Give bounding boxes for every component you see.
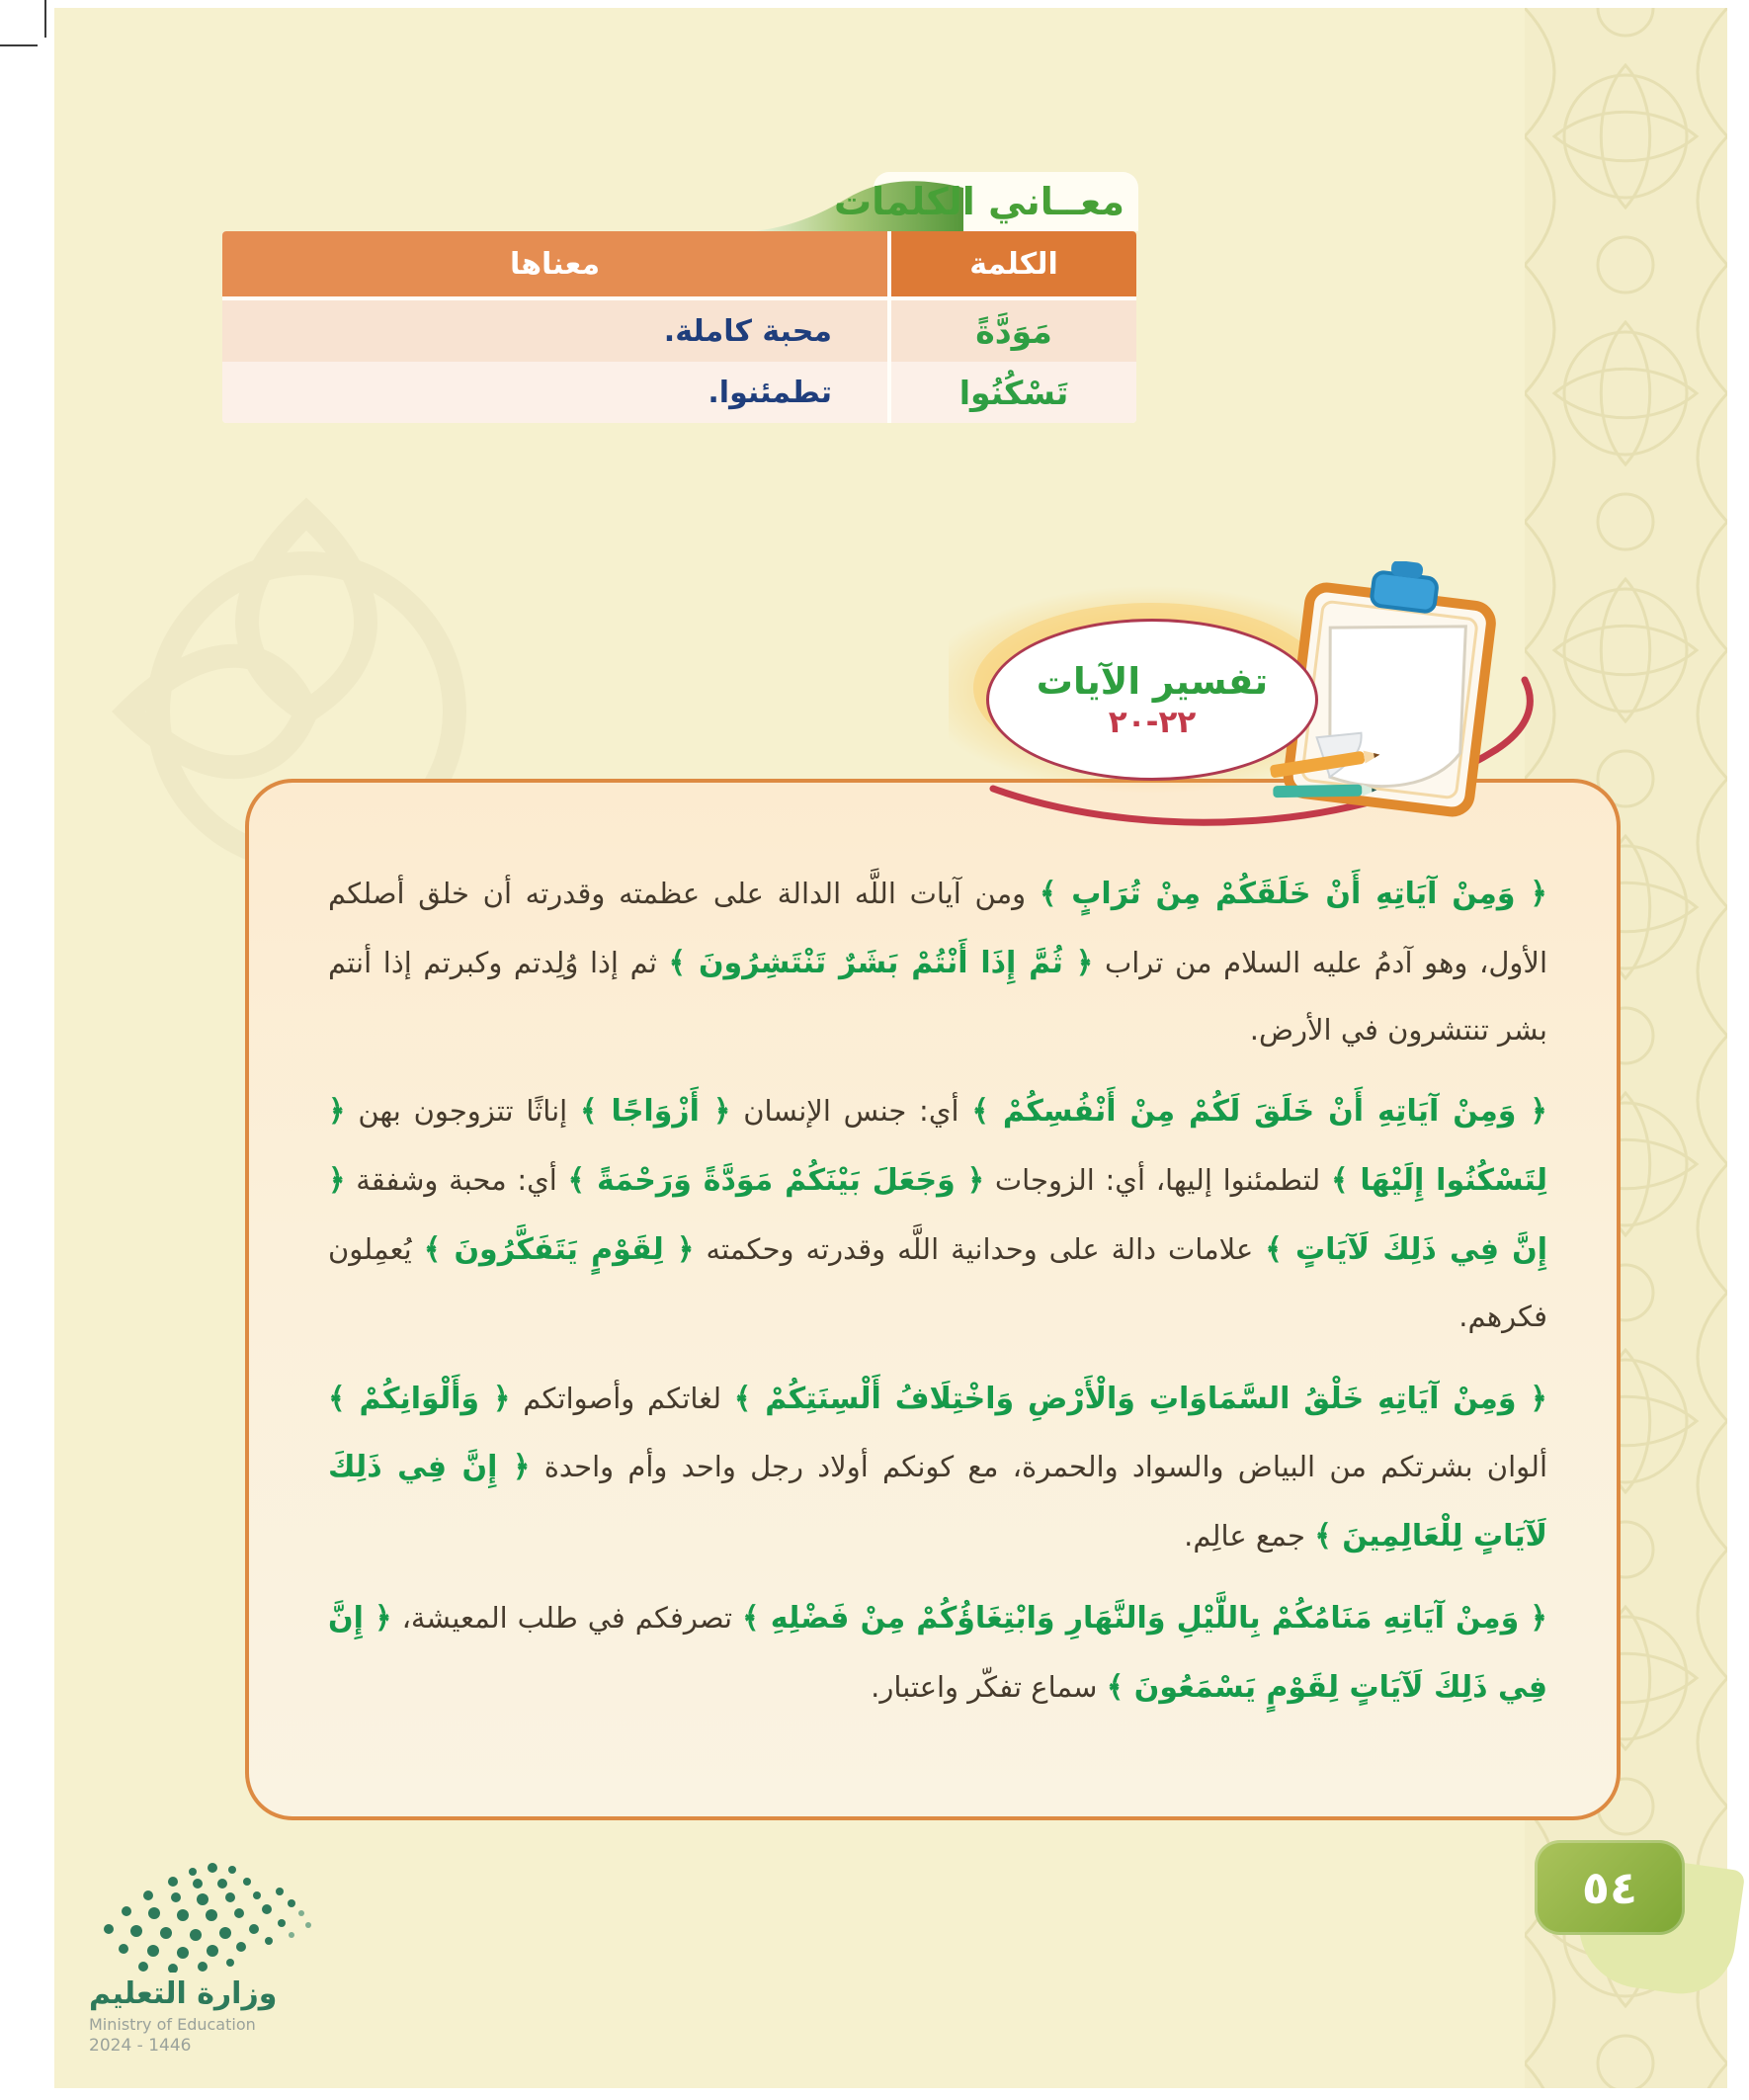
tafsir-text: لغاتكم وأصواتكم	[523, 1381, 722, 1415]
tafsir-text: ألوان بشرتكم من البياض والسواد والحمرة، مع كونكم أولاد رجل واحد وأم واحدة	[543, 1450, 1548, 1484]
column-header-word: الكلمة	[891, 231, 1136, 296]
page-number-tab	[1535, 1840, 1685, 1935]
quran-verse: ﴿ وَمِنْ آيَاتِهِ مَنَامُكُمْ بِاللَّيْلِ وَالنَّهَارِ وَابْتِغَاؤُكُمْ مِنْ فَضْلِهِ ﴾	[742, 1601, 1548, 1637]
quran-verse: ﴿ وَأَلْوَانِكُمْ ﴾	[328, 1381, 511, 1416]
words-section-header	[751, 172, 1138, 231]
tafsir-paragraph	[328, 1365, 1547, 1571]
tafsir-paragraph	[328, 1584, 1547, 1722]
tafsir-text: أي: جنس الإنسان	[743, 1094, 959, 1129]
word-cell: تَسْكُنُوا	[891, 362, 1136, 423]
tafsir-badge	[986, 619, 1318, 781]
quran-verse: ﴿ لِقَوْمٍ يَتَفَكَّرُونَ ﴾	[423, 1231, 695, 1267]
quran-verse: ﴿ ثُمَّ إِذَا أَنْتُمْ بَشَرٌ تَنْتَشِرُونَ ﴾	[668, 945, 1094, 980]
words-table	[222, 231, 1136, 423]
quran-verse: ﴿ وَمِنْ آيَاتِهِ أَنْ خَلَقَكُمْ مِنْ تُرَابٍ ﴾	[1039, 877, 1547, 911]
meaning-cell: محبة كاملة.	[222, 300, 887, 362]
word-cell: مَوَدَّةً	[891, 300, 1136, 362]
column-header-meaning: معناها	[222, 231, 887, 296]
quran-verse: ﴿ إِنَّ فِي ذَلِكَ لَآيَاتٍ ﴾	[328, 1163, 1548, 1267]
clip	[1371, 571, 1438, 613]
tafsir-content-box	[245, 779, 1621, 1820]
tafsir-text: يُعمِلون فكرهم.	[328, 1231, 1547, 1334]
tafsir-text: ومن آيات اللَّه الدالة على عظمته وقدرته أن خلق أصلكم الأول، وهو آدمُ عليه السلام من تراب	[328, 877, 1547, 979]
tafsir-text: سماع تفكّر واعتبار.	[871, 1669, 1098, 1704]
ministry-logo-block	[89, 1856, 395, 2056]
tafsir-verse-range: ٢٢-٢٠	[1108, 704, 1197, 740]
ministry-logo-icon	[89, 1856, 336, 1973]
crop-mark-vertical	[44, 0, 46, 38]
tafsir-text: إناثًا تتزوجون بهن	[358, 1094, 568, 1129]
ministry-name-english: Ministry of Education	[89, 2015, 256, 2034]
tafsir-text: ثم إذا وُلِدتم وكبرتم إذا أنتم بشر تنتشرون في الأرض.	[328, 945, 1547, 1048]
tafsir-text: جمع عالِم.	[1184, 1518, 1305, 1553]
word-row	[222, 362, 1136, 423]
tafsir-text: تصرفكم في طلب المعيشة،	[401, 1601, 733, 1636]
tafsir-text: لتطمئنوا إليها، أي: الزوجات	[994, 1163, 1321, 1198]
words-table-header	[222, 231, 1136, 296]
tafsir-text: أي: محبة وشفقة	[356, 1163, 557, 1198]
crop-mark-horizontal	[0, 44, 38, 46]
quran-verse: ﴿ إِنَّ فِي ذَلِكَ لَآيَاتٍ لِلْعَالِمِينَ ﴾	[328, 1450, 1547, 1554]
quran-verse: ﴿ وَجَعَلَ بَيْنَكُمْ مَوَدَّةً وَرَحْمَةً ﴾	[567, 1163, 985, 1199]
tafsir-paragraphs	[328, 860, 1547, 1722]
quran-verse: ﴿ وَمِنْ آيَاتِهِ أَنْ خَلَقَ لَكُمْ مِنْ أَنْفُسِكُمْ ﴾	[971, 1094, 1548, 1130]
words-table-body	[222, 300, 1136, 423]
ministry-name-arabic: وزارة التعليم	[89, 1976, 278, 2011]
quran-verse: ﴿ أَزْوَاجًا ﴾	[580, 1094, 731, 1130]
edition-years: 2024 - 1446	[89, 2036, 192, 2056]
page-number: ٥٤	[1581, 1861, 1638, 1914]
quran-verse: ﴿ وَمِنْ آيَاتِهِ خَلْقُ السَّمَاوَاتِ وَالْأَرْضِ وَاخْتِلَافُ أَلْسِنَتِكُمْ ﴾	[733, 1381, 1547, 1416]
tafsir-text: علامات دالة على وحدانية اللَّه وقدرته وحكمته	[706, 1231, 1254, 1266]
tafsir-paragraph	[328, 860, 1547, 1063]
word-row	[222, 300, 1136, 362]
tafsir-paragraph	[328, 1077, 1547, 1350]
quran-verse: ﴿ إِنَّ فِي ذَلِكَ لَآيَاتٍ لِقَوْمٍ يَسْمَعُونَ ﴾	[328, 1601, 1547, 1705]
meaning-cell: تطمئنوا.	[222, 362, 887, 423]
words-section-title: معــاني الكلمات	[834, 180, 1124, 223]
tafsir-badge-title: تفسير الآيات	[1036, 659, 1269, 703]
quran-verse: ﴿ لِتَسْكُنُوا إِلَيْهَا ﴾	[328, 1094, 1547, 1199]
